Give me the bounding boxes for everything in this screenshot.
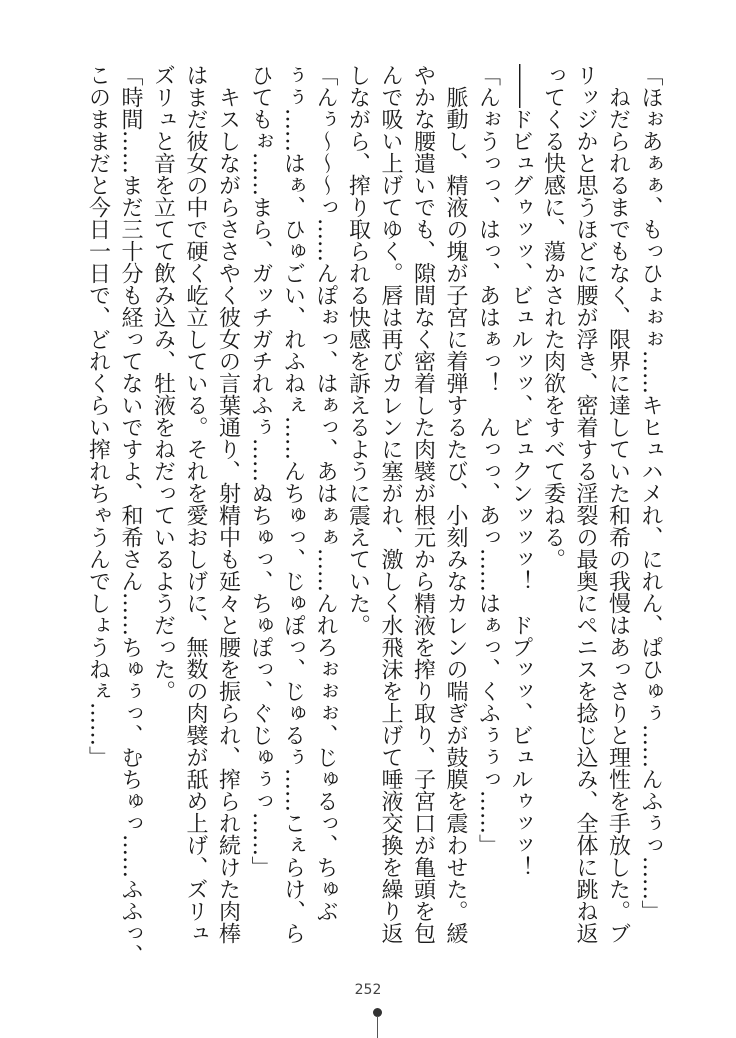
text-line: 「ほぉあぁぁ、もっひょぉぉ……キヒュハメれ、にれん、ぱひゅぅ……んふぅっ……」 <box>638 64 663 922</box>
text-line: ひてもぉ……まら、ガッチガチれふぅ……ぬちゅっ、ちゅぽっ、ぐじゅぅっ……」 <box>248 64 273 878</box>
text-line: はまだ彼女の中で硬く屹立している。それを愛おしげに、無数の肉襞が舐め上げ、ズリュ <box>183 64 208 944</box>
page-marker-line <box>377 1016 378 1038</box>
text-line: このままだと今日一日で、どれくらい搾れちゃうんでしょうねぇ……」 <box>85 64 111 768</box>
text-line: んで吸い上げてゆく。唇は再びカレンに塞がれ、激しく水飛沫を上げて唾液交換を繰り返 <box>378 64 403 944</box>
text-line: ぅぅ……はぁ、ひゅごい、れふねぇ……んちゅっ、じゅぽっ、じゅるぅ……こぇらけ、ら <box>280 64 306 944</box>
text-line: 「んぉうっっ、はっ、あはぁっ！ んっっ、あっ……はぁっ、くふぅぅっ……」 <box>475 64 501 856</box>
text-line: ズリュと音を立てて飲み込み、牡液をねだっているようだった。 <box>150 64 176 702</box>
text-line: 「時間……まだ三十分も経ってないですよ、和希さん……ちゅぅっ、むちゅっ……ふふっ、 <box>118 64 143 966</box>
vertical-text-body <box>81 64 666 964</box>
text-line: ねだられるまでもなく、限界に達していた和希の我慢はあっさりと理性を手放した。ブ <box>605 64 631 944</box>
text-line: しながら、搾り取られる快感を訴えるように震えていた。 <box>345 64 371 636</box>
text-line: ってくる快感に、蕩かされた肉欲をすべて委ねる。 <box>540 64 566 570</box>
text-line: 「んぅ～～～っ……んぽぉっ、はぁっ、あはぁぁ……んれろぉぉぉ、じゅるっ、ちゅぶ <box>313 64 338 922</box>
text-line: やかな腰遣いでも、隙間なく密着した肉襞が根元から精液を搾り取り、子宮口が亀頭を包 <box>410 64 436 944</box>
text-line: リッジかと思うほどに腰が浮き、密着する淫裂の最奥にペニスを捻じ込み、全体に跳ね返 <box>573 64 598 944</box>
text-line: 脈動し、精液の塊が子宮に着弾するたび、小刻みなカレンの喘ぎが鼓膜を震わせた。緩 <box>443 64 468 944</box>
text-line: ――ドビュグゥッッ、ビュルッッ、ビュクンッッッ！ ドプッッ、ビュルゥッッ！ <box>508 64 533 878</box>
page-number: 252 <box>354 982 382 998</box>
text-line: キスしながらささやく彼女の言葉通り、射精中も延々と腰を振られ、搾られ続けた肉棒 <box>215 64 241 944</box>
